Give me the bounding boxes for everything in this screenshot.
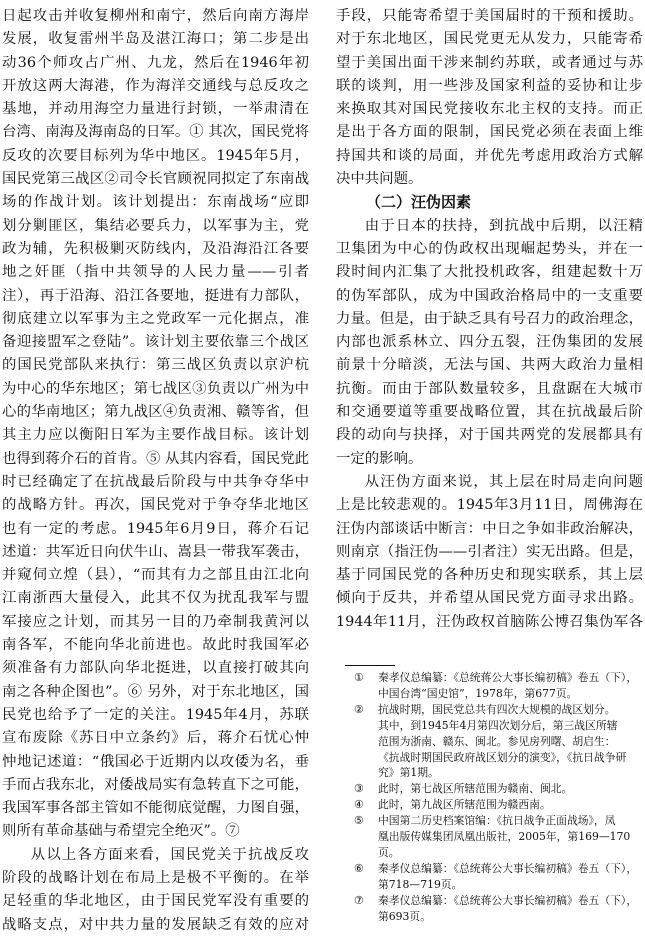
text-line: 注），再于沿海、沿江各要地，挺进有力部队， bbox=[2, 287, 309, 304]
text-line: 段的动向与抉择，对于国共两党的发展都具有 bbox=[336, 427, 643, 444]
footnote-line: 中国台湾“国史馆”，1978年，第677页。 bbox=[378, 686, 578, 700]
footnote-number: ① bbox=[354, 671, 364, 684]
footnote-line: 秦孝仪总编纂：《总统蒋公大事长编初稿》卷五（下）， bbox=[378, 893, 638, 907]
footnote-line: 秦孝仪总编纂：《总统蒋公大事长编初稿》卷五（下）， bbox=[378, 671, 638, 684]
footnote-number: ③ bbox=[354, 782, 364, 796]
text-line: 南各军，不能向华北前进也。故此时我国军必 bbox=[2, 637, 309, 654]
text-line: 国民党第三战区②司令长官顾祝同拟定了东南战 bbox=[2, 171, 309, 188]
footnote-text bbox=[378, 861, 642, 893]
text-line: 场的作战计划。该计划提出：东南战场“应即 bbox=[2, 194, 309, 211]
footnote-line: 凰出版传媒集团凤凰出版社，2005年，第169—170 bbox=[378, 830, 631, 844]
text-line: 和交通要道等重要战略位置，其在抗战最后阶 bbox=[336, 404, 643, 421]
footnote-number: ⑦ bbox=[354, 893, 364, 907]
text-line: 江南浙西大量侵入，此其不仅为扰乱我军与盟 bbox=[2, 590, 309, 607]
footnote-text bbox=[378, 813, 642, 861]
footnote-text bbox=[378, 670, 642, 702]
text-line: 段时间内汇集了大批投机政客，组建起数十万 bbox=[336, 264, 643, 281]
text-line: 地之奸匪（指中共领导的人民力量——引者 bbox=[2, 264, 309, 281]
text-line: 为中心的华东地区；第七战区③负责以广州为中 bbox=[2, 380, 309, 397]
text-line: 台湾、南海及海南岛的日军。① 其次，国民党将 bbox=[2, 124, 309, 141]
text-line: 忡地记述道：“俄国必于近期内以攻倭为名，垂 bbox=[2, 753, 309, 770]
text-line: 备迎接盟军之登陆”。该计划主要依靠三个战区 bbox=[2, 334, 309, 351]
footnote-text bbox=[378, 781, 642, 797]
footnote bbox=[354, 670, 642, 702]
text-line: 从汪伪方面来说，其上层在时局走向问题 bbox=[364, 473, 643, 490]
text-line: 日起攻击并收复柳州和南宁，然后向南方海岸 bbox=[2, 8, 309, 24]
footnote-line: 抗战时期，国民党总共有四次大规模的战区划分。 bbox=[378, 702, 616, 716]
text-line: 望于美国出面干涉来制约苏联，或者通过与苏 bbox=[336, 54, 643, 71]
text-line: 时已经确定了在抗战最后阶段与中共争夺华中 bbox=[2, 473, 309, 490]
text-line: 的国民党部队来执行：第三战区负责以京沪杭 bbox=[2, 357, 309, 374]
right-text-column bbox=[336, 5, 643, 634]
left-text-column bbox=[2, 5, 309, 937]
text-line: 是出于各方面的限制，国民党必须在表面上维 bbox=[336, 124, 643, 141]
text-line: 一定的影响。 bbox=[336, 450, 423, 467]
text-line: 阶段的战略计划在布局上是极不平衡的。在举 bbox=[2, 869, 309, 886]
text-line: 内部也派系林立、四分五裂，汪伪集团的发展 bbox=[336, 334, 643, 351]
footnote-divider bbox=[345, 665, 395, 666]
footnote-line: 中国第二历史档案馆编：《抗日战争正面战场》，凤 bbox=[378, 814, 616, 828]
footnote-line: 秦孝仪总编纂：《总统蒋公大事长编初稿》卷五（下）， bbox=[378, 861, 638, 875]
footnote-line: 第718—719页。 bbox=[378, 877, 463, 891]
text-line: 的伪军部队，成为中国政治格局中的一支重要 bbox=[336, 287, 643, 304]
text-line: 倾向于反共，并希望从国民党方面寻求出路。 bbox=[336, 590, 643, 607]
text-line: 须准备有力部队向华北挺进，以直接打破其向 bbox=[2, 660, 309, 677]
text-line: 决中共问题。 bbox=[336, 171, 423, 188]
text-line: 政为辅，先积极剿灭防线内，及沿海沿江各要 bbox=[2, 240, 309, 257]
text-line: 由于日本的扶持，到抗战中后期，以汪精 bbox=[364, 217, 643, 234]
text-line: 开放这两大海港，作为海洋交通线与总反攻之 bbox=[2, 77, 309, 94]
footnote-number: ② bbox=[354, 702, 364, 716]
footnote bbox=[354, 797, 642, 813]
text-line: 联的谈判，用一些涉及国家利益的妥协和让步 bbox=[336, 77, 643, 94]
footnote-text bbox=[378, 702, 642, 782]
footnote bbox=[354, 861, 642, 893]
text-line: 基于同国民党的各种历史和现实联系，其上层 bbox=[336, 567, 643, 584]
text-line: 民党也给予了一定的关注。1945年4月，苏联 bbox=[2, 706, 309, 723]
text-line: 来换取其对国民党接收东北主权的支持。而正 bbox=[336, 101, 643, 118]
text-line: 南之各种企图也”。⑥ 另外，对于东北地区，国 bbox=[2, 683, 309, 700]
text-line: 对于东北地区，国民党更无从发力，只能寄希 bbox=[336, 31, 643, 48]
text-line: 足轻重的华北地区，由于国民党军没有重要的 bbox=[2, 893, 309, 910]
text-line: 动36个师攻占广州、九龙，然后在1946年初 bbox=[2, 54, 309, 71]
footnote-line: 《抗战时期国民政府战区划分的演变》，《抗日战争研 bbox=[378, 750, 627, 764]
text-line: 前景十分暗淡，无法与国、共两大政治力量相 bbox=[336, 357, 643, 374]
text-line: 发展，收复雷州半岛及湛江海口；第二步是出 bbox=[2, 31, 309, 48]
footnote bbox=[354, 813, 642, 861]
footnotes bbox=[354, 670, 642, 925]
text-line: 的战略方针。再次，国民党对于争夺华北地区 bbox=[2, 497, 309, 514]
text-line: 从以上各方面来看，国民党关于抗战反攻 bbox=[30, 846, 309, 863]
text-line: 持国共和谈的局面，并优先考虑用政治方式解 bbox=[336, 147, 643, 164]
text-line: 划分剿匪区，集结必要兵力，以军事为主，党 bbox=[2, 217, 309, 234]
text-line: 我国军事各部主管如不能彻底觉醒，力图自强， bbox=[2, 800, 309, 817]
footnote-text bbox=[378, 797, 642, 813]
text-line: 反攻的次要目标列为华中地区。1945年5月， bbox=[2, 147, 309, 164]
footnote-line: 页。 bbox=[378, 845, 400, 859]
text-line: 也得到蒋介石的首肯。⑤ 从其内容看，国民党此 bbox=[2, 450, 309, 467]
text-line: 彻底建立以军事为主之党政军一元化据点，准 bbox=[2, 310, 309, 327]
text-line: 则所有革命基础与希望完全绝灭”。⑦ bbox=[2, 823, 240, 840]
text-line: 军接应之计划，而其另一目的乃牵制我黄河以 bbox=[2, 613, 309, 630]
text-line: 述道：共军近日向伏牛山、嵩县一带我军袭击， bbox=[2, 543, 309, 560]
text-line: 1944年11月，汪伪政权首脑陈公博召集伪军各 bbox=[336, 613, 643, 630]
footnote-text bbox=[378, 893, 642, 925]
text-line: 力量。但是，由于缺乏具有号召力的政治理念， bbox=[336, 310, 643, 327]
footnote bbox=[354, 893, 642, 925]
footnote bbox=[354, 702, 642, 782]
text-line: 手而占我东北，对倭战局实有急转直下之可能， bbox=[2, 776, 309, 793]
text-line: 基地，并动用海空力量进行封锁，一举肃清在 bbox=[2, 101, 309, 118]
footnote-number: ⑤ bbox=[354, 814, 364, 828]
section-heading: （二）汪伪因素 bbox=[366, 193, 472, 212]
text-line: 上是比较悲观的。1945年3月11日，周佛海在 bbox=[336, 497, 643, 514]
text-line: 则南京（指汪伪——引者注）实无出路。但是， bbox=[336, 543, 643, 560]
footnote-line: 究》第1期。 bbox=[378, 766, 439, 780]
text-line: 并窥伺立煌（县），“而其有力之部且由江北向 bbox=[2, 567, 309, 584]
footnote-line: 范围为浙南、赣东、闽北。参见房列曙、胡启生： bbox=[378, 734, 616, 748]
text-line: 抗衡。而由于部队数量较多，且盘踞在大城市 bbox=[336, 380, 643, 397]
text-line: 其主力应以衡阳日军为主要作战目标。该计划 bbox=[2, 427, 309, 444]
footnote-line: 此时，第七战区所辖范围为赣南、闽北。 bbox=[378, 782, 573, 796]
text-line: 心的华南地区；第九战区④负责湘、赣等省，但 bbox=[2, 404, 309, 421]
text-line: 也有一定的考虑。1945年6月9日，蒋介石记 bbox=[2, 520, 309, 537]
footnote-line: 其中，到1945年4月第四次划分后，第三战区所辖 bbox=[378, 718, 618, 732]
footnote-line: 此时，第九战区所辖范围为赣西南。 bbox=[378, 798, 551, 812]
footnote-line: 第693页。 bbox=[378, 909, 431, 923]
text-line: 卫集团为中心的伪政权出现崛起势头，并在一 bbox=[336, 240, 643, 257]
footnote-number: ④ bbox=[354, 798, 364, 812]
text-line: 战略支点，对中共力量的发展缺乏有效的应对 bbox=[2, 916, 309, 933]
text-line: 宣布废除《苏日中立条约》后，蒋介石忧心忡 bbox=[2, 730, 309, 747]
text-line: 汪伪内部谈话中断言：中日之争如非政治解决， bbox=[336, 520, 643, 537]
footnote-number: ⑥ bbox=[354, 861, 364, 875]
text-line: 手段，只能寄希望于美国届时的干预和援助。 bbox=[336, 8, 643, 24]
footnote bbox=[354, 781, 642, 797]
